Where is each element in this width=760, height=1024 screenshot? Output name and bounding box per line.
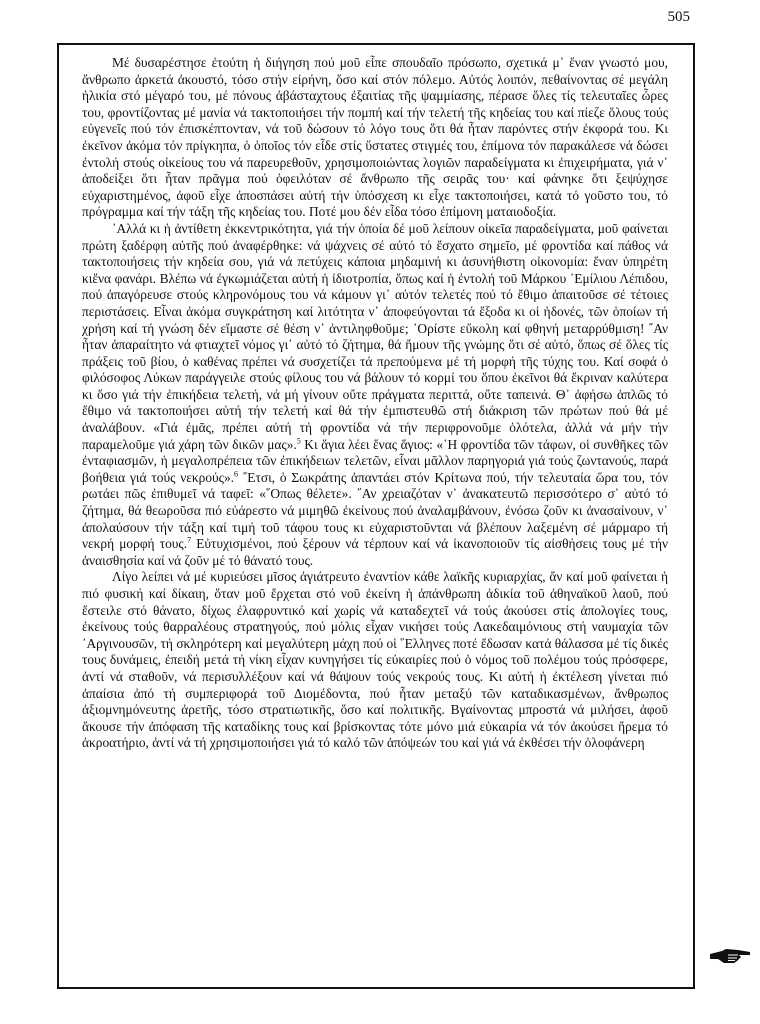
footnote-marker: 6: [234, 469, 238, 479]
paragraph-text: Εὐτυχισμένοι, πού ξέρουν νά τέρπουν καί νά ἱκανοποιοῦν τίς αἰσθήσεις τους μέ τήν ἀναισθησία καί νά ζοῦν μέ τό θάνατό τους.: [82, 536, 668, 568]
paragraph: [82, 221, 668, 569]
paragraph-text: ᾽Αλλά κι ἡ ἀντίθετη ἐκκεντρικότητα, γιά τήν ὁποία δέ μοῦ λείπουν οἰκεῖα παραδείγματα, μοῦ φαίνεται πρώτη ξαδέρφη αὐτῆς πού ἀναφέρθηκε: νά ψάχνεις σέ αὐτό τό ἔσχατο σημεῖο, μέ φροντίδα καί πάθος νά τακτοποιήσεις τήν κηδεία σου, γιά νά πετύχεις κάποια μηδαμινή κι ἀσυνήθιστη οἰκονομία: ἕναν ὑπηρέτη κιἕνα φανάρι. Βλέπω νά ἐγκωμιάζεται αὐτή ἡ ἰδιοτροπία, ὅπως καί ἡ ἐντολή τοῦ Μάρκου ᾽Εμίλιου Λέπιδου, πού ἀπαγόρευσε στούς κληρονόμους του νά κάμουν γι᾽ αὐτόν τελετές πού τό ἔθιμο ἀπαιτοῦσε σέ τέτοιες περιστάσεις. Εἶναι ἀκόμα συγκράτηση καί λιτότητα ν᾽ ἀποφεύγονται τά ἔξοδα κι οἱ ἡδονές, τῶν ὁποίων τή χρήση καί τή γνώση δέν εἴμαστε σέ θέση ν᾽ ἀντιληφθοῦμε; ᾽Ορίστε εὔκολη καί φθηνή μεταρρύθμιση! ῎Αν ἦταν ἀπαραίτητο νά φτιαχτεῖ νόμος γι᾽ αὐτό τό ζήτημα, θά ἤμουν τῆς γνώμης ὅτι σέ αὐτό, ὅπως σέ ὅλες τίς πράξεις τοῦ βίου, ὁ καθένας πρέπει νά συσχετίζει τά πρεπούμενα μέ τή μορφή τῆς τύχης του. Καί σοφά ὁ φιλόσοφος Λύκων παράγγειλε στούς φίλους του νά βάλουν τό κορμί του ὅπου ἐκεῖνοι θά ἔκριναν καλύτερα κι ὅσο γιά τήν ἐπικήδεια τελετή, νά μή γίνουν οὔτε πράγματα περιττά, οὔτε ταπεινά. Θ᾽ ἀφήσω ἁπλῶς τό ἔθιμο νά τακτοποιήσει αὐτή τήν τελετή καί θά τήν ἐμπιστευθῶ στή διάκριση τῶν πρώτων πού θά μέ ἀναλάβουν. «Γιά ἐμᾶς, πρέπει αὐτή τή φροντίδα νά τήν περιφρονοῦμε ὁλότελα, ἀλλά νά μήν τήν παραμελοῦμε γιά χάρη τῶν δικῶν μας».: [82, 220, 668, 452]
pointing-hand-icon: [708, 946, 752, 966]
paragraph: [82, 569, 668, 752]
paragraph: [82, 55, 668, 221]
paragraph-text: Λίγο λείπει νά μέ κυριεύσει μῖσος ἀγιάτρευτο ἐναντίον κάθε λαϊκῆς κυριαρχίας, ἄν καί μοῦ φαίνεται ἡ πιό φυσική καί δίκαιη, ὅταν μοῦ ἔρχεται στό νοῦ ἐκείνη ἡ ἀπάνθρωπη ἀδικία τοῦ ἀθηναϊκοῦ λαοῦ, πού ἔστειλε στό θάνατο, δίχως ἐλαφρυντικό καί χωρίς νά καταδεχτεῖ νά τούς ἀκούσει στίς ἀπολογίες τους, ἐκείνους τούς θαρραλέους στρατηγούς, πού μόλις εἶχαν νικήσει τούς Λακεδαιμόνιους στή ναυμαχία τῶν ᾽Αργινουσῶν, τή σκληρότερη καί μεγαλύτερη μάχη πού οἱ ῞Ελληνες ποτέ ἔδωσαν κατά θάλασσα μέ τίς δικές τους δυνάμεις, ἐπειδή μετά τή νίκη εἶχαν κυνηγήσει τίς εὐκαιρίες πού ὁ νόμος τοῦ πολέμου τούς πρόσφερε, ἀντί νά σταθοῦν, νά περισυλλέξουν καί νά θάψουν τούς νεκρούς τους. Κι αὐτή ἡ ἐκτέλεση γίνεται πιό ἀπαίσια ἀπό τή συμπεριφορά τοῦ Διομέδοντα, πού ἦταν μεταξύ τῶν καταδικασμένων, ἄνθρωπος ἀξιομνημόνευτης ἀρετῆς, τόσο στρατιωτικῆς, ὅσο καί πολιτικῆς. Βγαίνοντας μπροστά νά μιλήσει, ἀφοῦ ἄκουσε τήν ἀπόφαση τῆς καταδίκης τους καί βρίσκοντας τότε μόνο μιά εὐκαιρία νά τόν ἀκούσει ἤρεμα τό ἀκροατήριο, ἀντί νά τή χρησιμοποιήσει γιά τό καλό τῶν ἀπόψεών του καί γιά νά ἐκθέσει τήν ὁλοφάνερη: [82, 569, 668, 751]
body-text: [82, 55, 668, 752]
page-number: 505: [667, 9, 690, 25]
footnote-marker: 5: [296, 436, 301, 446]
paragraph-text: Μέ δυσαρέστησε ἐτούτη ἡ διήγηση πού μοῦ εἶπε σπουδαῖο πρόσωπο, σχετικά μ᾽ ἕναν γνωστό μου, ἄνθρωπο ἀρκετά ἀκουστό, τόσο στήν εἰρήνη, ὅσο καί στόν πόλεμο. Αὐτός λοιπόν, πεθαίνοντας σέ μεγάλη ἡλικία στό μέγαρό του, μέ πόνους ἀβάσταχτους ἐξαιτίας τῆς ψαμμίασης, πέρασε ὅλες τίς τελευταῖες ὧρες του, φροντίζοντας μέ μανία νά τακτοποιήσει τήν πομπή καί τήν τελετή τῆς κηδείας του καί πίεζε ὅλους τούς εὐγενεῖς πού τόν ἐπισκέπτονταν, νά τοῦ δώσουν τό λόγο τους ὅτι θά ἦταν παρόντες στήν ἐκφορά του. Κι ἐκεῖνον ἀκόμα τόν πρίγκηπα, ὁ ὁποῖος τόν εἶδε στίς ὕστατες στιγμές του, ἐπίμονα τόν παρακάλεσε νά δώσει ἐντολή στούς οἰκείους του νά παρευρεθοῦν, χρησιμοποιώντας λογιῶν παραδείγματα κι ἐπιχειρήματα, γιά ν᾽ ἀποδείξει ὅτι ἦταν πρᾶγμα πού ὀφειλόταν σέ ἄνθρωπο τῆς σειρᾶς του· καί φάνηκε ὅτι ξεψύχησε εὐχαριστημένος, ἀφοῦ εἶχε ἀποσπάσει αὐτή τήν ὑπόσχεση κι εἶχε τακτοποιήσει, κατά τό γοῦστο του, τό πρόγραμμα καί τήν τάξη τῆς κηδείας του. Ποτέ μου δέν εἶδα τόσο ἐπίμονη ματαιοδοξία.: [82, 55, 668, 220]
paragraph-text: Κι ἅγια λέει ἕνας ἅγιος: «῾Η φροντίδα τῶν τάφων, οἱ συνθῆκες τῶν ἐνταφιασμῶν, ἡ μεγαλοπρέπεια τῶν ἐπικήδειων τελετῶν, εἶναι μᾶλλον παρηγοριά γιά τούς ζωντανούς, παρά βοήθεια γιά τούς νεκρούς».: [82, 436, 668, 485]
paragraph-text: ῎Ετσι, ὁ Σωκράτης ἀπαντάει στόν Κρίτωνα πού, τήν τελευταία ὥρα του, τόν ρωτάει πῶς ἐπιθυμεῖ νά ταφεῖ: «῞Οπως θέλετε». ῎Αν χρειαζόταν ν᾽ ἀνακατευτῶ περισσότερο σ᾽ αὐτό τό ζήτημα, θά θεωροῦσα πιό εὐάρεστο νά μιμηθῶ ἐκείνους πού ἀναλαμβάνουν, ἐνόσω ζοῦν κι ἀνασαίνουν, ν᾽ ἀπολαύσουν τήν τάξη καί τιμή τοῦ τάφου τους κι εὐχαριστοῦνται νά βλέπουν λαξεμένη σέ μάρμαρο τή νεκρή μορφή τους.: [82, 469, 668, 552]
footnote-marker: 7: [187, 535, 192, 545]
text-frame: [57, 43, 695, 989]
